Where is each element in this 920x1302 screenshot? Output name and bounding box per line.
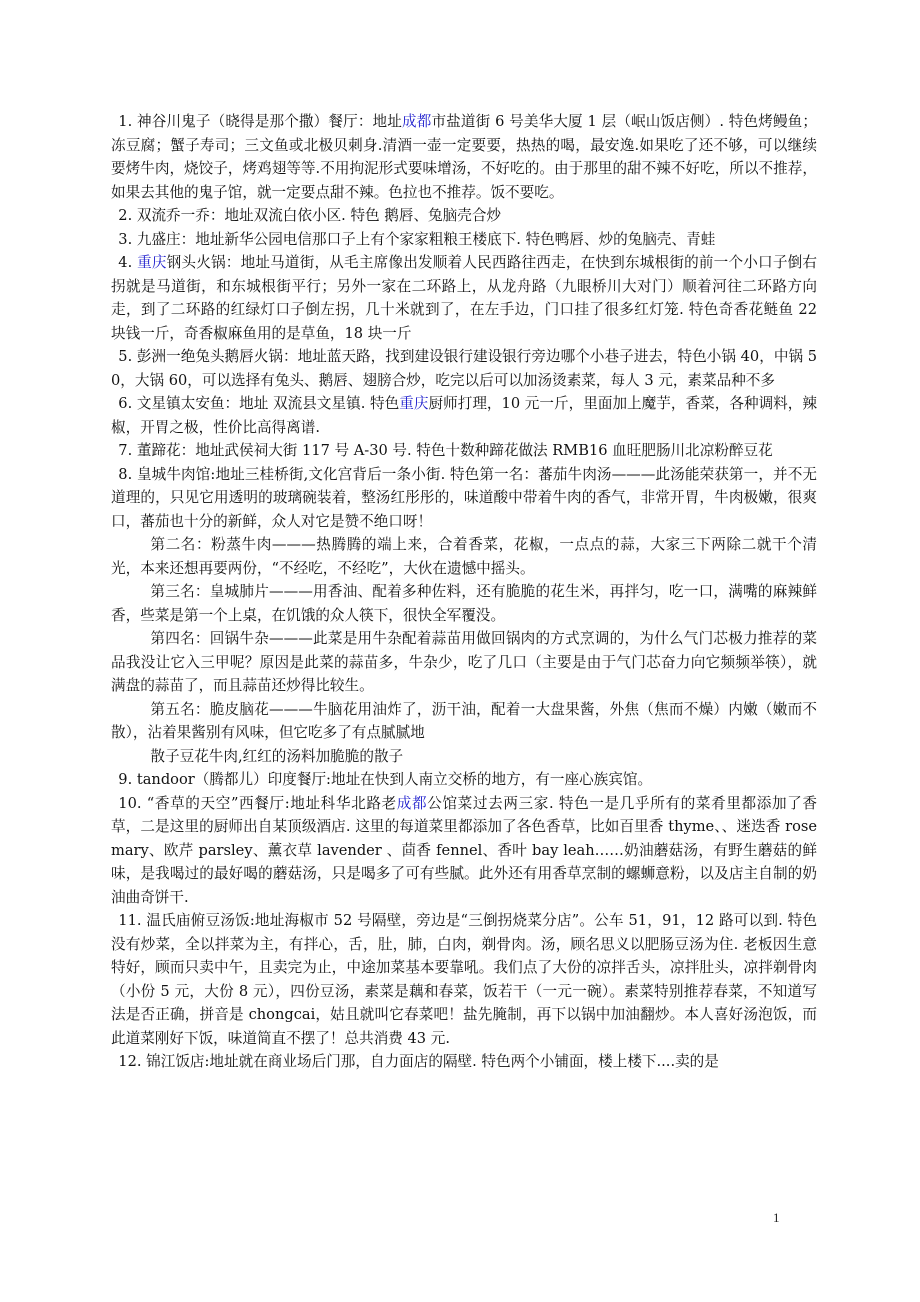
paragraph [111, 580, 817, 627]
paragraph [111, 533, 817, 580]
paragraph-text: 公馆菜过去两三家. 特色一是几乎所有的菜肴里都添加了香草，二是这里的厨师出自某顶级酒店. 这里的每道菜里都添加了各色香草，比如百里香 thyme、、迷迭香 rosemary、欧芹 parsley、薰衣草 lavender 、茴香 fennel、香叶 bay leah……奶油蘑菇汤，有野生蘑菇的鲜味，是我喝过的最好喝的蘑菇汤，只是喝多了可有些腻。此外还有用香草烹制的螺蛳意粉，以及店主自制的奶油曲奇饼干. [111, 794, 817, 906]
inline-link[interactable]: 重庆 [399, 395, 429, 412]
paragraph [111, 627, 817, 698]
paragraph [111, 251, 817, 345]
paragraph-text: 6. 文星镇太安鱼：地址 双流县文星镇. 特色 [118, 395, 400, 412]
paragraph-text: 9. tandoor（腾都儿）印度餐厅:地址在快到人南立交桥的地方，有一座心族宾馆。 [118, 771, 653, 788]
paragraph [111, 698, 817, 745]
paragraph [111, 345, 817, 392]
paragraph-text: 第三名：皇城肺片———用香油、配着多种佐料，还有脆脆的花生米，再拌匀，吃一口，满嘴的麻辣鲜香，些菜是第一个上桌，在饥饿的众人筷下，很快全军覆没。 [111, 583, 817, 624]
paragraph [111, 439, 817, 463]
document-body [111, 110, 817, 1074]
page-number: 1 [773, 1210, 780, 1225]
paragraph-text: 第四名：回锅牛杂———此菜是用牛杂配着蒜苗用做回锅肉的方式烹调的，为什么气门芯极力推荐的菜品我没让它入三甲呢？原因是此菜的蒜苗多，牛杂少，吃了几口（主要是由于气门芯奋力向它频频举筷），就满盘的蒜苗了，而且蒜苗还炒得比较生。 [111, 630, 817, 694]
paragraph [111, 792, 817, 910]
paragraph [111, 1050, 817, 1074]
paragraph-text: 市盐道街 6 号美华大厦 1 层（岷山饭店侧）. 特色烤鳗鱼；冻豆腐；蟹子寿司；三文鱼或北极贝刺身.清酒一壶一定要要，热热的喝，最安逸.如果吃了还不够，可以继续要烤牛肉，烧饺子，烤鸡翅等等.不用拘泥形式要味增汤，不好吃的。由于那里的甜不辣不好吃，所以不推荐，如果去其他的鬼子馆，就一定要点甜不辣。色拉也不推荐。饭不要吃。 [111, 113, 817, 201]
paragraph [111, 204, 817, 228]
paragraph [111, 110, 817, 204]
inline-link[interactable]: 成都 [402, 113, 432, 130]
paragraph-text: 3. 九盛庄：地址新华公园电信那口子上有个家家粗粮王楼底下. 特色鸭唇、炒的兔脑壳、青蛙 [118, 230, 716, 248]
paragraph-text: 散子豆花牛肉,红红的汤料加脆脆的散子 [150, 747, 404, 765]
paragraph-text: 7. 董蹄花：地址武侯祠大街 117 号 A-30 号. 特色十数种蹄花做法 RMB16 血旺肥肠川北凉粉醉豆花 [118, 442, 773, 459]
paragraph-text: 10. “香草的天空”西餐厅:地址科华北路老 [118, 794, 397, 812]
paragraph [111, 392, 817, 439]
paragraph-text: 2. 双流乔一乔：地址双流白依小区. 特色 鹅唇、兔脑壳合炒 [118, 207, 502, 224]
paragraph [111, 768, 817, 792]
inline-link[interactable]: 重庆 [137, 254, 167, 271]
paragraph-text: 第五名：脆皮脑花———牛脑花用油炸了，沥干油，配着一大盘果酱，外焦（焦而不燥）内嫩（嫩而不散），沾着果酱别有风味，但它吃多了有点腻腻地 [111, 700, 817, 741]
paragraph [111, 909, 817, 1050]
inline-link[interactable]: 成都 [396, 794, 428, 812]
paragraph [111, 228, 817, 252]
paragraph-text: 钢头火锅：地址马道街，从毛主席像出发顺着人民西路往西走，在快到东城根街的前一个小口子倒右拐就是马道街，和东城根街平行；另外一家在二环路上，从龙舟路（九眼桥川大对门）顺着河往二环路方向走，到了二环路的红绿灯口子倒左拐，几十米就到了，在左手边，门口挂了很多红灯笼. 特色奇香花鲢鱼 22 块钱一斤，奇香椒麻鱼用的是草鱼，18 块一斤 [111, 254, 817, 342]
paragraph [111, 745, 817, 769]
paragraph-text: 12. 锦江饭店:地址就在商业场后门那，自力面店的隔壁. 特色两个小铺面，楼上楼下....卖的是 [118, 1053, 719, 1070]
paragraph-text: 4. [118, 254, 138, 271]
paragraph [111, 463, 817, 534]
paragraph-text: 8. 皇城牛肉馆:地址三桂桥街,文化宫背后一条小街. 特色第一名：蕃茄牛肉汤———此汤能荣获第一，并不无道理的，只见它用透明的玻璃碗装着，整汤红彤彤的，味道酸中带着牛肉的香气，非常开胃，牛肉极嫩，很爽口，蕃茄也十分的新鲜，众人对它是赞不绝口呀！ [111, 465, 817, 530]
paragraph-text: 厨师打理，10 元一斤，里面加上魔芋，香菜，各种调料，辣椒，开胃之极，性价比高得离谱. [111, 395, 817, 436]
paragraph-text: 1. 神谷川鬼子（晓得是那个撒）餐厅：地址 [118, 113, 402, 130]
paragraph-text: 第二名：粉蒸牛肉———热腾腾的端上来，合着香菜，花椒，一点点的蒜，大家三下两除二就干个清光，本来还想再要两份，“不经吃，不经吃”，大伙在遗憾中摇头。 [111, 536, 817, 577]
paragraph-text: 5. 彭洲一绝兔头鹅唇火锅：地址蓝天路，找到建设银行建设银行旁边哪个小巷子进去，特色小锅 40，中锅 50，大锅 60，可以选择有兔头、鹅唇、翅膀合炒，吃完以后可以加汤烫素菜，每人 3 元，素菜品种不多 [111, 348, 817, 389]
paragraph-text: 11. 温氏庙俯豆汤饭:地址海椒市 52 号隔壁，旁边是“三倒拐烧菜分店”。公车 51，91，12 路可以到. 特色没有炒菜，全以拌菜为主，有拌心，舌，肚，肺，白肉，剃骨肉。汤，顾名思义以肥肠豆汤为住. 老板因生意特好，顾而只卖中午，且卖完为止，中途加菜基本要靠吼。我们点了大份的凉拌舌头，凉拌肚头，凉拌剃骨肉（小份 5 元，大份 8 元），四份豆汤，素菜是藕和春菜，饭若干（一元一碗）。素菜特别推荐春菜，不知道写法是否正确，拼音是 chongcai，姑且就叫它春菜吧！盐先腌制，再下以锅中加油翻炒。本人喜好汤泡饭，而此道菜刚好下饭，味道简直不摆了！总共消费 43 元. [111, 912, 817, 1047]
